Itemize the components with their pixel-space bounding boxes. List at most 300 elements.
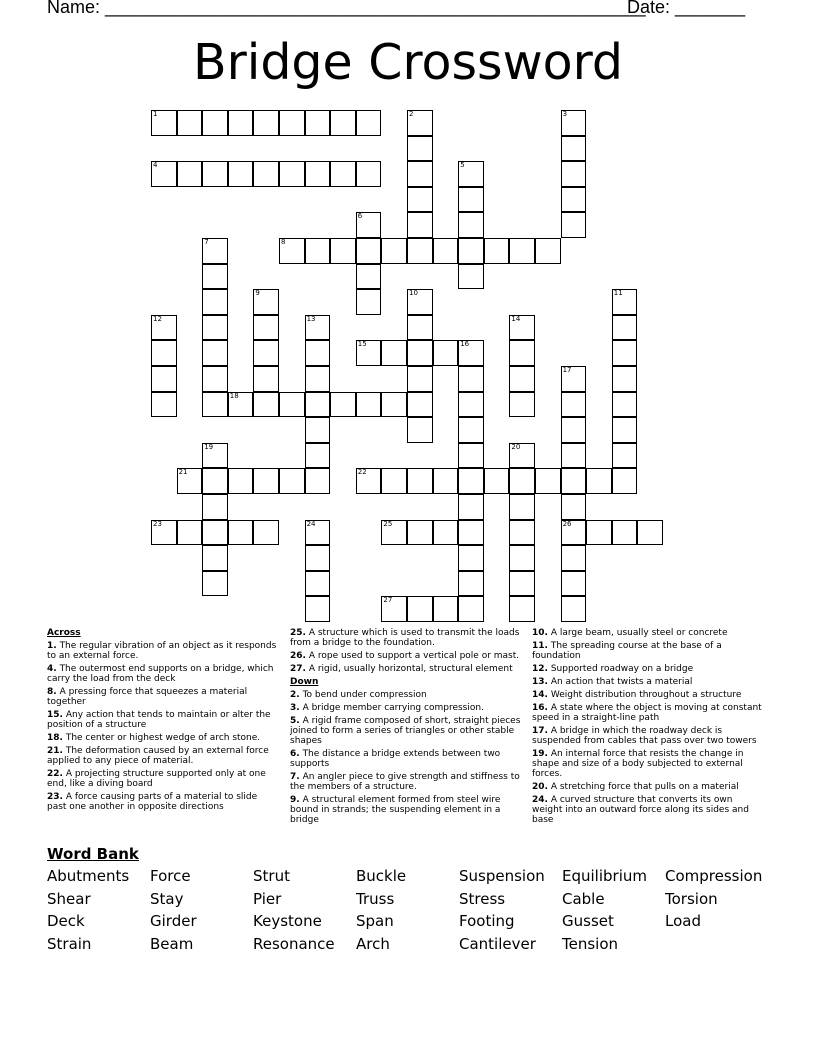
clue-text: An action that twists a material xyxy=(550,677,693,687)
grid-cell[interactable] xyxy=(561,366,587,392)
grid-cell[interactable] xyxy=(509,366,535,392)
word-bank-word: Strain xyxy=(47,934,92,953)
grid-cell[interactable] xyxy=(381,392,407,418)
grid-cell[interactable] xyxy=(279,468,305,494)
grid-cell[interactable] xyxy=(381,238,407,264)
clue-item xyxy=(47,710,279,730)
clue-text: Supported roadway on a bridge xyxy=(550,664,694,674)
grid-cell[interactable] xyxy=(407,366,433,392)
grid-cell[interactable] xyxy=(151,110,177,136)
grid-cell[interactable] xyxy=(305,520,331,546)
clue-number: 13. xyxy=(532,677,548,687)
grid-cell[interactable] xyxy=(407,596,433,622)
clue-item xyxy=(290,749,522,769)
grid-cell[interactable] xyxy=(202,238,228,264)
clue-number: 8. xyxy=(47,687,57,697)
grid-cell[interactable] xyxy=(433,520,459,546)
grid-cell[interactable] xyxy=(381,520,407,546)
word-bank-word: Girder xyxy=(150,912,197,930)
grid-cell[interactable] xyxy=(458,494,484,520)
clue-text: A structure which is used to transmit the loads from a bridge to the foundation. xyxy=(290,628,520,648)
clue-number: 1. xyxy=(47,641,57,651)
grid-cell[interactable] xyxy=(561,110,587,136)
word-bank-word: Resonance xyxy=(253,934,335,953)
across-clue-list xyxy=(47,641,279,812)
down-clue-list-continued xyxy=(532,628,764,825)
grid-cell[interactable] xyxy=(356,110,382,136)
name-field[interactable]: Name: ______________________________________________________ xyxy=(47,0,646,17)
clue-item xyxy=(290,772,522,792)
clues-column-1 xyxy=(47,628,279,815)
grid-cell[interactable] xyxy=(305,545,331,571)
grid-cell[interactable] xyxy=(433,340,459,366)
grid-cell[interactable] xyxy=(407,392,433,418)
clue-text: A bridge in which the roadway deck is suspended from cables that pass over two towers xyxy=(532,726,757,746)
grid-cell[interactable] xyxy=(381,596,407,622)
grid-cell[interactable] xyxy=(356,392,382,418)
grid-cell[interactable] xyxy=(561,187,587,213)
clue-number: 6 xyxy=(357,212,363,221)
grid-cell[interactable] xyxy=(228,110,254,136)
clue-item xyxy=(532,795,764,825)
clue-number: 19 xyxy=(204,442,214,451)
grid-cell[interactable] xyxy=(305,392,331,418)
grid-cell[interactable] xyxy=(407,238,433,264)
clue-number: 2. xyxy=(290,690,300,700)
clue-number: 9 xyxy=(255,289,260,298)
clue-number: 25. xyxy=(290,628,306,638)
grid-cell[interactable] xyxy=(561,520,587,546)
grid-cell[interactable] xyxy=(381,340,407,366)
grid-cell[interactable] xyxy=(458,366,484,392)
grid-cell[interactable] xyxy=(458,340,484,366)
grid-cell[interactable] xyxy=(561,545,587,571)
grid-cell[interactable] xyxy=(561,136,587,162)
clue-number: 5. xyxy=(290,716,300,726)
grid-cell[interactable] xyxy=(202,366,228,392)
grid-cell[interactable] xyxy=(202,340,228,366)
grid-cell[interactable] xyxy=(202,161,228,187)
clue-number: 11 xyxy=(613,289,623,298)
clue-number: 16. xyxy=(532,703,548,713)
clues-column-2 xyxy=(290,628,522,828)
grid-cell[interactable] xyxy=(509,545,535,571)
clue-number: 16 xyxy=(460,340,470,349)
clue-text: An internal force that resists the change in shape and size of a body subjected to external forces. xyxy=(532,749,744,779)
clue-text: A rigid, usually horizontal, structural element xyxy=(308,664,513,674)
clue-number: 9. xyxy=(290,795,300,805)
grid-cell[interactable] xyxy=(612,289,638,315)
grid-cell[interactable] xyxy=(177,110,203,136)
clue-number: 5 xyxy=(460,161,465,170)
clue-text: Weight distribution throughout a structure xyxy=(550,690,742,700)
clue-item xyxy=(47,792,279,812)
grid-cell[interactable] xyxy=(561,494,587,520)
grid-cell[interactable] xyxy=(561,596,587,622)
grid-cell[interactable] xyxy=(151,340,177,366)
clue-number: 25 xyxy=(383,519,393,528)
grid-cell[interactable] xyxy=(561,443,587,469)
grid-cell[interactable] xyxy=(612,443,638,469)
grid-cell[interactable] xyxy=(535,238,561,264)
grid-cell[interactable] xyxy=(612,468,638,494)
grid-cell[interactable] xyxy=(586,468,612,494)
grid-cell[interactable] xyxy=(356,468,382,494)
grid-cell[interactable] xyxy=(458,264,484,290)
grid-cell[interactable] xyxy=(458,161,484,187)
word-bank-word: Truss xyxy=(356,889,395,908)
clue-item xyxy=(532,782,764,792)
grid-cell[interactable] xyxy=(202,520,228,546)
grid-cell[interactable] xyxy=(612,417,638,443)
grid-cell[interactable] xyxy=(305,340,331,366)
grid-cell[interactable] xyxy=(637,520,663,546)
across-heading: Across xyxy=(47,628,81,638)
clue-text: A structural element formed from steel wire bound in strands; the suspending element in a bridge xyxy=(290,795,501,825)
grid-cell[interactable] xyxy=(305,443,331,469)
grid-cell[interactable] xyxy=(151,392,177,418)
grid-cell[interactable] xyxy=(407,417,433,443)
word-bank-word: Deck xyxy=(47,912,85,930)
grid-cell[interactable] xyxy=(202,315,228,341)
grid-cell[interactable] xyxy=(407,110,433,136)
word-bank-word: Strut xyxy=(253,867,290,885)
grid-cell[interactable] xyxy=(305,315,331,341)
clue-number: 11. xyxy=(532,641,548,651)
grid-cell[interactable] xyxy=(407,289,433,315)
clue-number: 10 xyxy=(409,289,418,298)
date-field[interactable]: Date: _______ xyxy=(627,0,746,17)
grid-cell[interactable] xyxy=(509,315,535,341)
clue-item xyxy=(290,628,522,648)
clue-item xyxy=(47,733,279,743)
word-bank-word: Gusset xyxy=(562,912,614,930)
clue-item xyxy=(47,746,279,766)
word-bank-word: Cable xyxy=(562,889,605,908)
clue-number: 21 xyxy=(178,468,188,477)
grid-cell[interactable] xyxy=(356,238,382,264)
grid-cell[interactable] xyxy=(509,494,535,520)
grid-cell[interactable] xyxy=(356,161,382,187)
clue-number: 8 xyxy=(281,238,286,246)
clue-item xyxy=(47,664,279,684)
clue-number: 24. xyxy=(532,795,548,805)
grid-cell[interactable] xyxy=(407,187,433,213)
word-bank-word: Pier xyxy=(253,889,282,908)
grid-cell[interactable] xyxy=(305,468,331,494)
word-bank-word: Arch xyxy=(356,934,390,953)
clue-number: 15. xyxy=(47,710,63,720)
word-bank-word: Span xyxy=(356,912,394,930)
grid-cell[interactable] xyxy=(612,340,638,366)
clue-text: A pressing force that squeezes a material together xyxy=(47,687,248,707)
word-bank-word: Suspension xyxy=(459,867,545,885)
clue-number: 12. xyxy=(532,664,548,674)
grid-cell[interactable] xyxy=(330,238,356,264)
grid-cell[interactable] xyxy=(484,238,510,264)
clue-item xyxy=(290,664,522,674)
clue-item xyxy=(47,769,279,789)
grid-cell[interactable] xyxy=(177,161,203,187)
grid-cell[interactable] xyxy=(612,520,638,546)
grid-cell[interactable] xyxy=(407,212,433,238)
grid-cell[interactable] xyxy=(561,417,587,443)
grid-cell[interactable] xyxy=(509,468,535,494)
grid-cell[interactable] xyxy=(177,468,203,494)
word-bank-word: Abutments xyxy=(47,867,130,885)
clue-number: 15 xyxy=(357,340,367,349)
grid-cell[interactable] xyxy=(407,315,433,341)
clue-number: 17. xyxy=(532,726,548,736)
grid-cell[interactable] xyxy=(279,392,305,418)
clue-item xyxy=(532,664,764,674)
clue-number: 27. xyxy=(290,664,306,674)
grid-cell[interactable] xyxy=(433,468,459,494)
clue-number: 20 xyxy=(511,442,521,451)
clue-text: A large beam, usually steel or concrete xyxy=(550,628,728,638)
word-bank-word: Buckle xyxy=(356,867,407,885)
word-bank-word: Load xyxy=(665,912,701,930)
grid-cell[interactable] xyxy=(279,238,305,264)
word-bank-word: Torsion xyxy=(665,889,718,908)
grid-cell[interactable] xyxy=(151,161,177,187)
clue-text: A rigid frame composed of short, straight pieces joined to form a series of triangles or other stable shapes xyxy=(290,716,521,746)
word-bank-word: Beam xyxy=(150,934,194,953)
clue-item xyxy=(290,651,522,661)
grid-cell[interactable] xyxy=(253,161,279,187)
grid-cell[interactable] xyxy=(509,238,535,264)
grid-cell[interactable] xyxy=(561,212,587,238)
across-clue-list-continued xyxy=(290,628,522,674)
grid-cell[interactable] xyxy=(305,571,331,597)
grid-cell[interactable] xyxy=(305,596,331,622)
grid-cell[interactable] xyxy=(458,596,484,622)
grid-cell[interactable] xyxy=(202,571,228,597)
grid-cell[interactable] xyxy=(151,315,177,341)
clue-number: 4 xyxy=(153,161,158,170)
grid-cell[interactable] xyxy=(151,520,177,546)
grid-cell[interactable] xyxy=(228,520,254,546)
grid-cell[interactable] xyxy=(279,110,305,136)
grid-cell[interactable] xyxy=(509,392,535,418)
clue-text: A projecting structure supported only at one end, like a diving board xyxy=(47,769,266,789)
grid-cell[interactable] xyxy=(305,110,331,136)
clue-number: 1 xyxy=(153,110,158,118)
clue-number: 23. xyxy=(47,792,63,802)
clue-number: 19. xyxy=(532,749,548,759)
word-bank xyxy=(47,866,767,954)
clue-text: A state where the object is moving at constant speed in a straight-line path xyxy=(532,703,762,723)
grid-cell[interactable] xyxy=(202,545,228,571)
clue-item xyxy=(47,641,279,661)
clue-number: 12 xyxy=(153,314,162,323)
clue-item xyxy=(290,690,522,700)
grid-cell[interactable] xyxy=(202,110,228,136)
grid-cell[interactable] xyxy=(612,392,638,418)
grid-cell[interactable] xyxy=(458,468,484,494)
clue-number: 3 xyxy=(562,110,568,118)
clue-number: 26 xyxy=(562,519,572,528)
clue-number: 14. xyxy=(532,690,548,700)
grid-cell[interactable] xyxy=(612,366,638,392)
clue-number: 26. xyxy=(290,651,306,661)
clue-text: Any action that tends to maintain or alter the position of a structure xyxy=(47,710,271,730)
word-bank-word: Stay xyxy=(150,889,184,908)
word-bank-word: Tension xyxy=(562,934,619,953)
clue-item xyxy=(532,726,764,746)
grid-cell[interactable] xyxy=(381,468,407,494)
grid-cell[interactable] xyxy=(509,571,535,597)
grid-cell[interactable] xyxy=(228,161,254,187)
clue-number: 23 xyxy=(153,519,162,528)
grid-cell[interactable] xyxy=(253,110,279,136)
clue-number: 2 xyxy=(409,110,414,118)
clue-number: 27 xyxy=(383,596,393,605)
grid-cell[interactable] xyxy=(305,238,331,264)
grid-cell[interactable] xyxy=(561,468,587,494)
grid-cell[interactable] xyxy=(458,392,484,418)
clue-number: 7 xyxy=(204,238,209,246)
grid-cell[interactable] xyxy=(330,161,356,187)
grid-cell[interactable] xyxy=(458,212,484,238)
grid-cell[interactable] xyxy=(253,289,279,315)
grid-cell[interactable] xyxy=(407,520,433,546)
grid-cell[interactable] xyxy=(561,161,587,187)
grid-cell[interactable] xyxy=(458,417,484,443)
clue-number: 10. xyxy=(532,628,548,638)
clue-number: 13 xyxy=(306,314,316,323)
clue-item xyxy=(532,677,764,687)
grid-cell[interactable] xyxy=(407,468,433,494)
grid-cell[interactable] xyxy=(561,392,587,418)
clue-number: 4. xyxy=(47,664,57,674)
word-bank-word: Footing xyxy=(459,912,515,930)
clue-text: To bend under compression xyxy=(302,690,427,700)
grid-cell[interactable] xyxy=(330,392,356,418)
grid-cell[interactable] xyxy=(458,443,484,469)
clue-item xyxy=(47,687,279,707)
grid-cell[interactable] xyxy=(612,315,638,341)
grid-cell[interactable] xyxy=(407,136,433,162)
grid-cell[interactable] xyxy=(407,161,433,187)
word-bank-title: Word Bank xyxy=(47,845,139,863)
clue-number: 18 xyxy=(229,391,239,400)
clue-item xyxy=(290,716,522,746)
grid-cell[interactable] xyxy=(305,417,331,443)
grid-cell[interactable] xyxy=(433,238,459,264)
clue-text: An angler piece to give strength and stiffness to the members of a structure. xyxy=(290,772,520,792)
grid-cell[interactable] xyxy=(433,596,459,622)
clue-number: 6. xyxy=(290,749,300,759)
clue-number: 22 xyxy=(357,468,367,477)
grid-cell[interactable] xyxy=(356,212,382,238)
clue-text: The distance a bridge extends between two supports xyxy=(290,749,501,769)
grid-cell[interactable] xyxy=(586,520,612,546)
grid-cell[interactable] xyxy=(484,468,510,494)
grid-cell[interactable] xyxy=(253,468,279,494)
clue-text: The regular vibration of an object as it responds to an external force. xyxy=(47,641,277,661)
grid-cell[interactable] xyxy=(228,468,254,494)
word-bank-word: Cantilever xyxy=(459,934,536,953)
clue-number: 24 xyxy=(306,519,316,528)
page-title: Bridge Crossword xyxy=(192,34,624,91)
grid-cell[interactable] xyxy=(458,238,484,264)
clue-text: A stretching force that pulls on a material xyxy=(550,782,739,792)
clue-item xyxy=(290,795,522,825)
grid-cell[interactable] xyxy=(253,340,279,366)
grid-cell[interactable] xyxy=(458,187,484,213)
clue-text: A curved structure that converts its own weight into an outward force along its sides and base xyxy=(532,795,749,825)
grid-cell[interactable] xyxy=(509,520,535,546)
clue-number: 20. xyxy=(532,782,548,792)
grid-cell[interactable] xyxy=(356,340,382,366)
word-bank-word: Compression xyxy=(665,867,763,885)
grid-cell[interactable] xyxy=(228,392,254,418)
grid-cell[interactable] xyxy=(561,571,587,597)
clue-number: 22. xyxy=(47,769,63,779)
grid-cell[interactable] xyxy=(535,468,561,494)
grid-cell[interactable] xyxy=(151,366,177,392)
word-bank-word: Shear xyxy=(47,889,91,908)
clues-column-3 xyxy=(532,628,764,828)
word-bank-word: Equilibrium xyxy=(562,867,647,885)
grid-cell[interactable] xyxy=(279,161,305,187)
clue-item xyxy=(532,641,764,661)
clue-text: A rope used to support a vertical pole or mast. xyxy=(308,651,520,661)
clue-number: 21. xyxy=(47,746,63,756)
grid-cell[interactable] xyxy=(330,110,356,136)
grid-cell[interactable] xyxy=(202,494,228,520)
clue-number: 14 xyxy=(511,314,521,323)
grid-cell[interactable] xyxy=(177,520,203,546)
clue-text: A force causing parts of a material to slide past one another in opposite directions xyxy=(47,792,258,812)
grid-cell[interactable] xyxy=(407,340,433,366)
grid-cell[interactable] xyxy=(458,520,484,546)
grid-cell[interactable] xyxy=(202,264,228,290)
grid-cell[interactable] xyxy=(509,596,535,622)
clue-text: The spreading course at the base of a foundation xyxy=(532,641,722,661)
clue-text: A bridge member carrying compression. xyxy=(302,703,484,713)
grid-cell[interactable] xyxy=(253,520,279,546)
clue-item xyxy=(290,703,522,713)
grid-cell[interactable] xyxy=(202,468,228,494)
grid-cell[interactable] xyxy=(305,366,331,392)
grid-cell[interactable] xyxy=(458,545,484,571)
grid-cell[interactable] xyxy=(202,289,228,315)
down-heading: Down xyxy=(290,677,319,687)
grid-cell[interactable] xyxy=(253,315,279,341)
grid-cell[interactable] xyxy=(458,571,484,597)
clue-item xyxy=(532,703,764,723)
clue-number: 18. xyxy=(47,733,63,743)
grid-cell[interactable] xyxy=(509,340,535,366)
down-clue-list xyxy=(290,690,522,825)
grid-cell[interactable] xyxy=(202,392,228,418)
word-bank-word: Force xyxy=(150,867,191,885)
grid-cell[interactable] xyxy=(356,264,382,290)
grid-cell[interactable] xyxy=(305,161,331,187)
grid-cell[interactable] xyxy=(202,443,228,469)
clue-number: 3. xyxy=(290,703,300,713)
word-bank-word: Keystone xyxy=(253,912,322,930)
grid-cell[interactable] xyxy=(509,443,535,469)
grid-cell[interactable] xyxy=(253,366,279,392)
clue-number: 17 xyxy=(562,366,572,374)
grid-cell[interactable] xyxy=(253,392,279,418)
clue-number: 7. xyxy=(290,772,300,782)
grid-cell[interactable] xyxy=(356,289,382,315)
clue-item xyxy=(532,628,764,638)
